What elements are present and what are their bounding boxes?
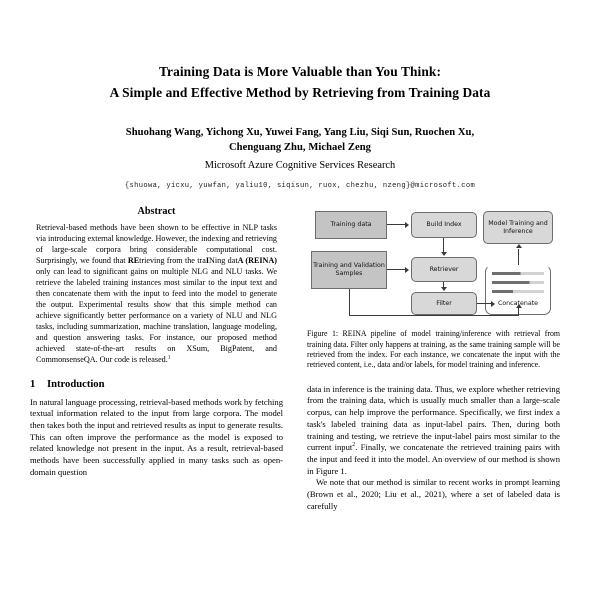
abstract-mid-2: Ning dat: [209, 256, 238, 266]
affiliation: Microsoft Azure Cognitive Services Research: [204, 159, 396, 171]
connector-arrow: [405, 222, 409, 228]
right-column: [307, 206, 560, 512]
diagram-node-build-index: [411, 212, 477, 238]
title-line-2: A Simple and Effective Method by Retrieving from Training Data: [109, 84, 491, 100]
abstract-bold-a-reina: A (REINA): [237, 256, 277, 266]
figure-1-caption: Figure 1: REINA pipeline of model training/inference with retrieval from training data. Filter only happens at training, as the same training sample will be retrieved from the index. For each instance, we concatenate the input with the retrieved content, i.e., data and/or labels, for model training and inference.: [307, 329, 560, 370]
node-label: Training data: [330, 221, 372, 229]
abstract-text: [30, 223, 283, 366]
abstract-part-1: Retrieval-based methods have been shown to be effective in NLP tasks via introducing external knowledge. However, the indexing and retrieving of large-scale corpora bring considerable computational cost. Surprisingly, we found that: [36, 223, 277, 266]
connector-line: [518, 249, 519, 265]
connector-line: [518, 308, 519, 316]
connector-line: [349, 289, 350, 316]
right-paragraph-1-part-2: . Finally, we concatenate the retrieved training pairs with the input and feed it into the model. An overview of our method is shown in Figure 1.: [307, 442, 560, 476]
two-column-body: [0, 206, 600, 512]
node-label: Training and Validation Samples: [313, 262, 385, 278]
section-title: Introduction: [47, 378, 105, 390]
connector-line: [387, 269, 405, 270]
abstract-bold-re: RE: [127, 256, 140, 266]
node-label: Build Index: [426, 221, 462, 229]
abstract-part-2: only can lead to significant gains on multiple NLG and NLU tasks. We retrieve the labeled training instances most similar to the input text and then concatenate them with the input to feed into the model to generate the output. Experimental results show that this simple method can achieve significantly better performance on a variety of NLU and NLG tasks, including summarization, machine translation, language modeling, and question answering tasks. For instance, our proposed method achieved state-of-the-art results on XSum, BigPatent, and CommonsenseQA. Our code is released.: [36, 266, 277, 364]
diagram-node-training-validation-samples: [311, 251, 387, 289]
title-line-1: Training Data is More Valuable than You Think:: [158, 64, 442, 79]
abstract-mid-1: trieving from the tra: [139, 256, 206, 266]
diagram-node-retriever: [411, 257, 477, 282]
author-line-1: Shuohang Wang, Yichong Xu, Yuwei Fang, Yang Liu, Siqi Sun, Ruochen Xu,: [125, 126, 475, 138]
right-paragraph-1: [307, 384, 560, 478]
connector-arrow: [516, 304, 522, 308]
author-line-2: Chenguang Zhu, Michael Zeng: [228, 141, 372, 153]
connector-line: [349, 315, 518, 316]
page-title: [58, 62, 542, 104]
concat-bar-1: [492, 272, 544, 274]
abstract-heading: Abstract: [137, 206, 176, 218]
connector-arrow: [405, 267, 409, 273]
author-list: [58, 125, 542, 155]
author-emails: {shuowa, yicxu, yuwfan, yaliu10, siqisun, ruox, chezhu, nzeng}@microsoft.com: [124, 182, 476, 191]
node-label: Model Training and Inference: [488, 220, 548, 235]
connector-line: [387, 224, 405, 225]
right-column-text: [307, 384, 560, 513]
node-label: Filter: [436, 299, 452, 307]
right-paragraph-2: We note that our method is similar to recent works in prompt learning (Brown et al., 2020; Liu et al., 2021), where a set of labeled data is carefully: [307, 477, 560, 511]
section-heading-introduction: [30, 379, 283, 390]
section-number: 1: [30, 378, 36, 390]
reina-pipeline-diagram: [307, 208, 560, 320]
concatenate-label: Concatenate: [497, 300, 539, 308]
connector-arrow: [516, 244, 522, 248]
introduction-paragraph-1: In natural language processing, retrieval-based methods work by fetching textual information related to the input from large corpora. The model then takes both the input and retrieved results as input to generate results. This can often improve the performance as the model is exposed to related knowledge not present in the input. As a result, retrieval-based methods have been successfully applied in many tasks such as open-domain question: [30, 396, 283, 477]
left-column: [30, 206, 283, 512]
connector-line: [443, 238, 444, 252]
paper-header: [0, 0, 600, 190]
concat-bar-2: [492, 281, 544, 283]
connector-arrow: [441, 287, 447, 291]
abstract-footnote-marker: 1: [167, 354, 171, 361]
right-paragraph-1-part-1: data in inference is the training data. Thus, we explore whether retrieving from the training data, which is usually much smaller than a large-scale corpus, can help improve the performance. Specifically, we first index a task's labeled training data as input-label pairs. Then, during both training and testing, we retrieve the input-label pairs most similar to the current input: [307, 383, 560, 453]
node-label: Retriever: [429, 265, 459, 273]
concat-bar-3: [492, 290, 544, 292]
diagram-node-model-training-inference: [483, 211, 553, 244]
right-footnote-marker: 2: [352, 442, 356, 449]
figure-1: [307, 208, 560, 371]
diagram-node-training-data: [315, 211, 387, 239]
connector-arrow: [441, 252, 447, 256]
abstract-bold-i: I: [205, 256, 210, 266]
connector-line: [477, 303, 491, 304]
connector-arrow: [491, 301, 495, 307]
diagram-node-filter: [411, 292, 477, 315]
